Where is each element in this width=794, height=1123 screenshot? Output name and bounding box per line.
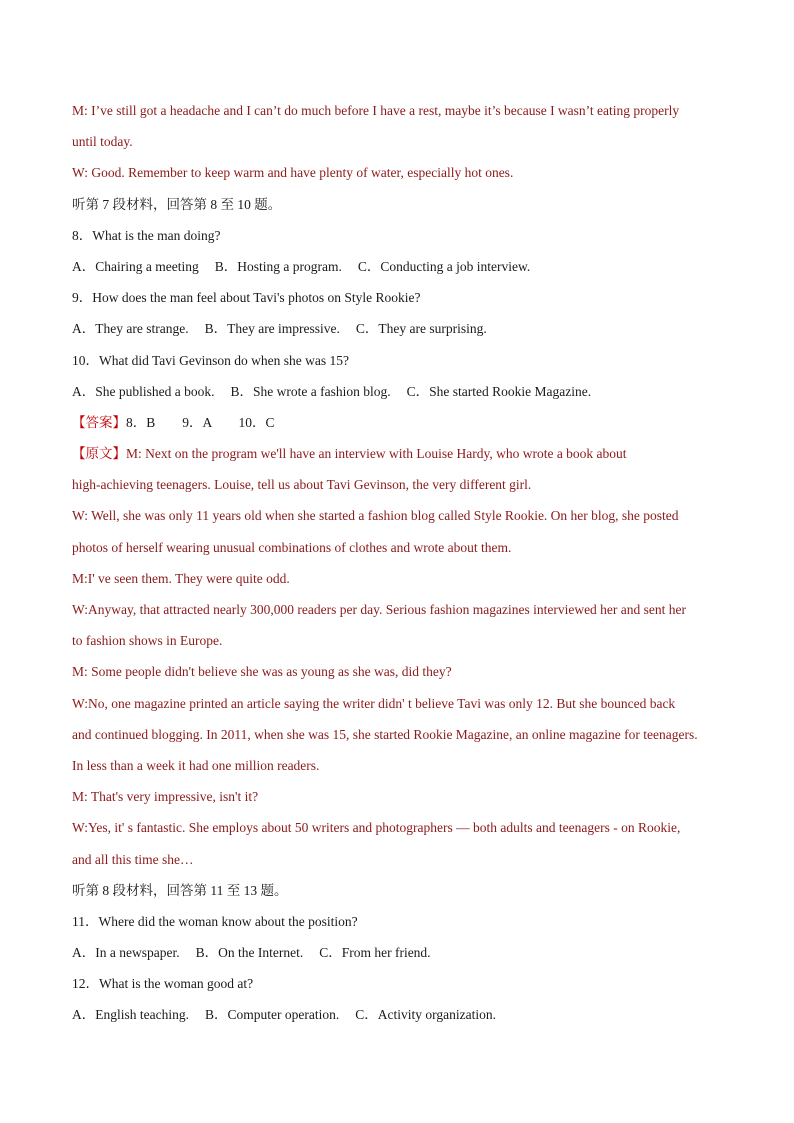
transcript-line: and continued blogging. In 2011, when she was 15, she started Rookie Magazine, an online magazine for teenagers. <box>72 726 698 742</box>
answer-option: A．They are strange. <box>72 321 189 337</box>
transcript-line: W:Yes, it' s fantastic. She employs about 50 writers and photographers — both adults and teenagers - on Rookie, <box>72 820 681 836</box>
transcript-line: photos of herself wearing unusual combinations of clothes and wrote about them. <box>72 539 512 555</box>
tagged-line <box>72 438 727 469</box>
answer-option: C．From her friend. <box>319 945 431 961</box>
answer-option: C．Activity organization. <box>355 1007 496 1023</box>
question-line: 10．What did Tavi Gevinson do when she was 15? <box>72 352 350 368</box>
answer-options <box>72 313 727 344</box>
transcript-line: to fashion shows in Europe. <box>72 633 223 649</box>
answer-option: C．Conducting a job interview. <box>357 258 531 274</box>
question-line: 12．What is the woman good at? <box>72 976 254 992</box>
answer-option: A．English teaching. <box>72 1007 189 1023</box>
answer-options <box>72 937 727 968</box>
transcript-line: W:No, one magazine printed an article saying the writer didn' t believe Tavi was only 12. But she bounced back <box>72 695 676 711</box>
answer-option: B．They are impressive. <box>204 321 340 337</box>
section-tag: 【原文】 <box>72 446 126 462</box>
transcript-line: W: Good. Remember to keep warm and have plenty of water, especially hot ones. <box>72 165 514 181</box>
transcript-line: M: That's very impressive, isn't it? <box>72 789 259 805</box>
answer-option: A．She published a book. <box>72 383 215 399</box>
question-line: 11．Where did the woman know about the position? <box>72 913 358 929</box>
transcript-line: high-achieving teenagers. Louise, tell us about Tavi Gevinson, the very different girl. <box>72 477 532 493</box>
answer-option: B．She wrote a fashion blog. <box>230 383 391 399</box>
transcript-line: M:I' ve seen them. They were quite odd. <box>72 570 290 586</box>
answer-options <box>72 376 727 407</box>
question-line: 听第 8 段材料，回答第 11 至 13 题。 <box>72 882 288 898</box>
document-page <box>72 95 727 1031</box>
transcript-line: and all this time she… <box>72 851 194 867</box>
answer-option: C．She started Rookie Magazine. <box>406 383 592 399</box>
answer-option: B．On the Internet. <box>195 945 304 961</box>
transcript-line: M: Some people didn't believe she was as young as she was, did they? <box>72 664 452 680</box>
tagged-line <box>72 407 727 438</box>
tagged-text: M: Next on the program we'll have an interview with Louise Hardy, who wrote a book about <box>126 446 627 462</box>
question-line: 9．How does the man feel about Tavi's photos on Style Rookie? <box>72 290 421 306</box>
answer-options <box>72 999 727 1030</box>
transcript-line: until today. <box>72 134 133 150</box>
transcript-line: M: I’ve still got a headache and I can’t do much before I have a rest, maybe it’s because I wasn’t eating properly <box>72 103 680 118</box>
answer-option: A．In a newspaper. <box>72 945 180 961</box>
section-tag: 【答案】 <box>72 414 126 430</box>
answer-option: B．Computer operation. <box>204 1007 340 1023</box>
tagged-text: 8．B 9．A 10．C <box>126 414 275 430</box>
question-line: 8．What is the man doing? <box>72 227 221 243</box>
transcript-line: W: Well, she was only 11 years old when she started a fashion blog called Style Rookie. On her blog, she posted <box>72 508 679 524</box>
transcript-line: In less than a week it had one million readers. <box>72 757 320 773</box>
transcript-line: W:Anyway, that attracted nearly 300,000 readers per day. Serious fashion magazines interviewed her and sent her <box>72 602 687 617</box>
question-line: 听第 7 段材料，回答第 8 至 10 题。 <box>72 196 282 212</box>
answer-option: B．Hosting a program. <box>214 258 342 274</box>
answer-options <box>72 251 727 282</box>
answer-option: A．Chairing a meeting <box>72 258 199 274</box>
answer-option: C．They are surprising. <box>355 321 487 337</box>
